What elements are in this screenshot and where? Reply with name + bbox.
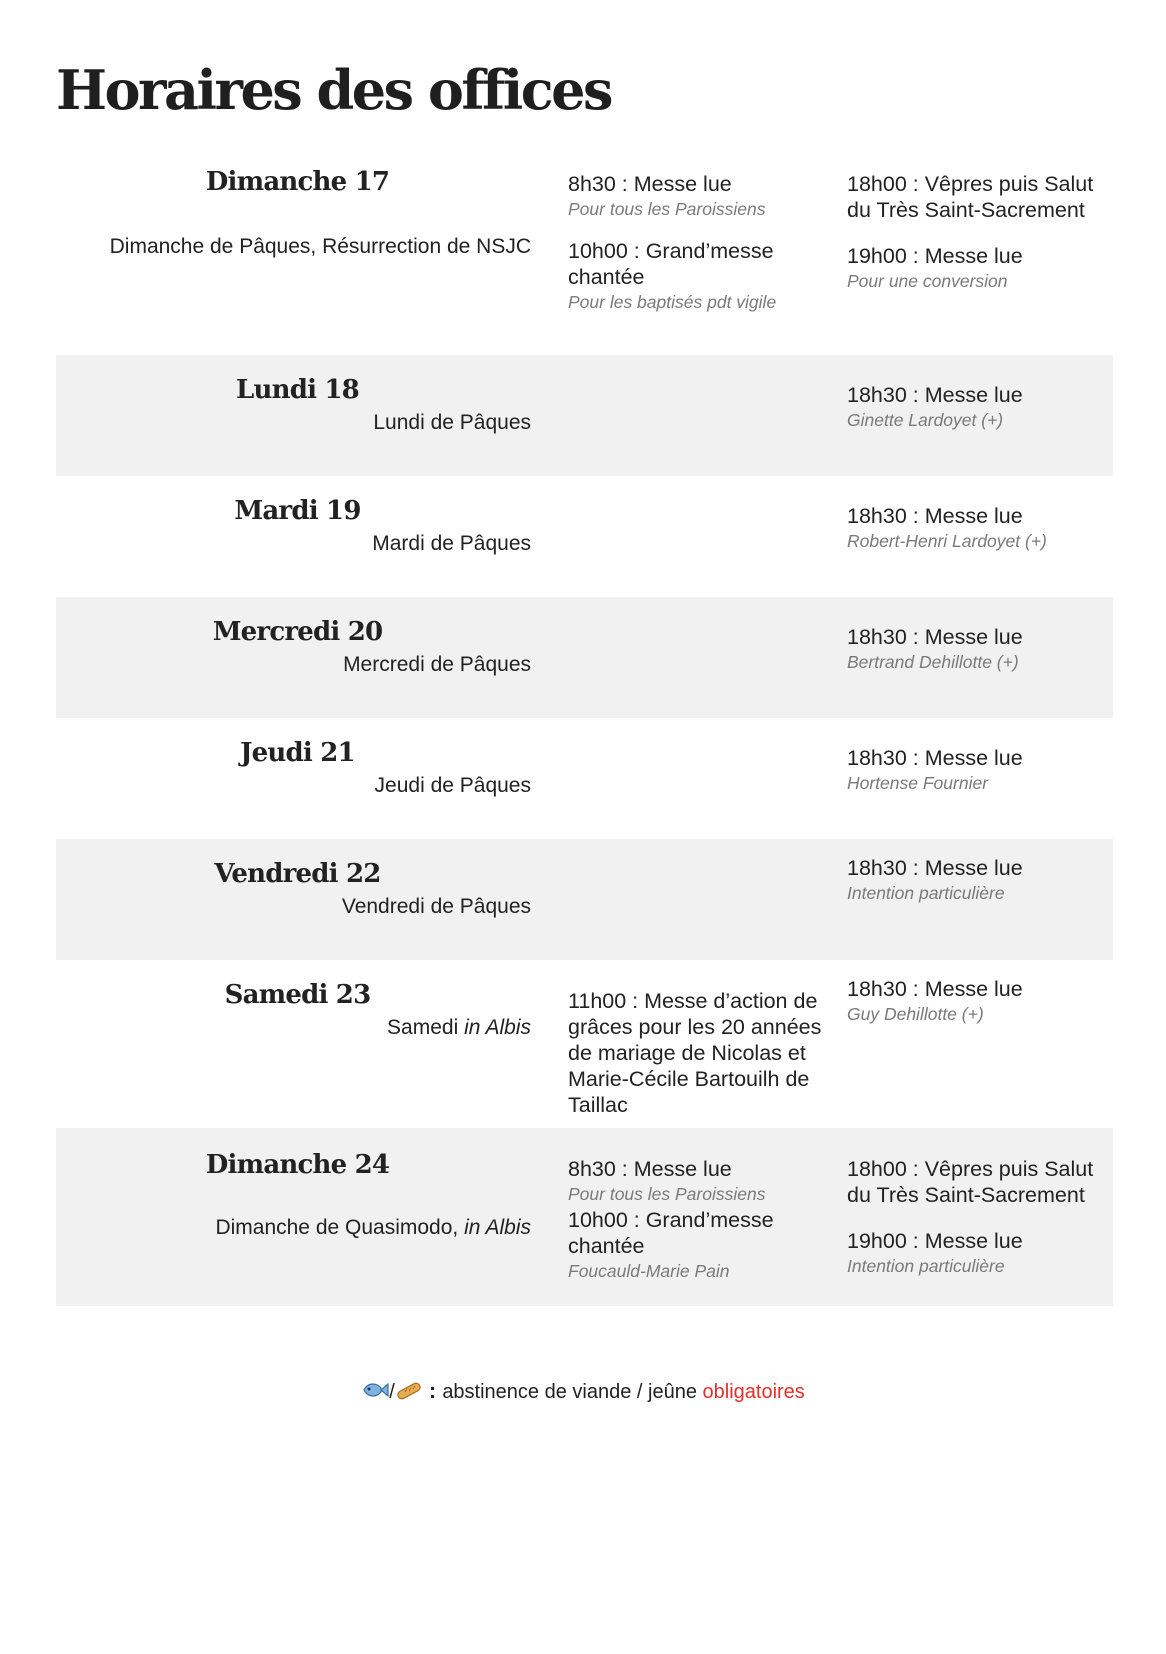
feast-name-part: Vendredi de Pâques — [341, 895, 531, 918]
service-intention: Pour les baptisés pdt vigile — [568, 292, 777, 312]
service-entry — [847, 855, 1109, 906]
day-row — [56, 718, 1113, 839]
services-col-1 — [568, 1156, 823, 1284]
service-intention: Intention particulière — [847, 1256, 1005, 1276]
feast-name — [215, 1216, 531, 1240]
feast-name — [110, 235, 531, 259]
service-time: 19h00 : Messe lue — [847, 244, 1023, 268]
service-intention: Ginette Lardoyet (+) — [847, 410, 1004, 430]
service-time: 18h30 : Messe lue — [847, 746, 1023, 770]
day-row — [56, 960, 1113, 1128]
feast-name-part: Dimanche de Quasimodo, — [215, 1216, 465, 1239]
service-intention: Pour tous les Paroissiens — [568, 1184, 766, 1204]
feast-name-part: Mardi de Pâques — [372, 532, 531, 555]
service-entry — [847, 382, 1109, 433]
day-row — [56, 1128, 1113, 1306]
services-col-2 — [847, 624, 1109, 675]
service-intention: Robert-Henri Lardoyet (+) — [847, 531, 1047, 551]
feast-name — [375, 774, 531, 798]
service-entry — [847, 171, 1109, 223]
service-intention: Hortense Fournier — [847, 773, 989, 793]
service-time: 8h30 : Messe lue — [568, 172, 732, 196]
feast-name — [387, 1016, 531, 1040]
services-col-2 — [847, 976, 1109, 1027]
feast-name-part: Samedi — [387, 1016, 465, 1039]
services-col-2 — [847, 855, 1109, 906]
service-time: 18h30 : Messe lue — [847, 504, 1023, 528]
service-time: 18h00 : Vêpres puis Salut du Très Saint-Sacrement — [847, 1157, 1094, 1207]
page-title: Horaires des offices — [56, 58, 611, 122]
feast-name — [372, 532, 531, 556]
services-col-2 — [847, 503, 1109, 554]
service-entry — [568, 1156, 823, 1207]
service-intention: Pour une conversion — [847, 271, 1008, 291]
feast-name — [343, 653, 531, 677]
legend-highlight: obligatoires — [702, 1381, 805, 1403]
legend-separator: / — [389, 1381, 395, 1403]
feast-name-part: in Albis — [464, 1016, 531, 1039]
service-entry — [847, 624, 1109, 675]
day-name: Dimanche 17 — [205, 167, 390, 197]
service-entry — [568, 238, 823, 315]
day-row — [56, 839, 1113, 960]
day-name: Mardi 19 — [234, 496, 361, 526]
service-time: 18h30 : Messe lue — [847, 625, 1023, 649]
service-entry — [568, 171, 823, 222]
service-entry — [847, 745, 1109, 796]
legend-text: abstinence de viande / jeûne — [442, 1381, 703, 1403]
day-name: Mercredi 20 — [212, 617, 383, 647]
service-time: 10h00 : Grand’messe chantée — [568, 239, 774, 289]
services-col-1 — [568, 171, 823, 315]
feast-name-part: Dimanche de Pâques, Résurrection de NSJC — [109, 235, 531, 258]
feast-name-part: Lundi de Pâques — [373, 411, 531, 434]
day-row — [56, 355, 1113, 476]
day-row — [56, 163, 1113, 355]
feast-name-part: Mercredi de Pâques — [343, 653, 531, 676]
legend-colon: : — [422, 1378, 443, 1403]
day-name: Jeudi 21 — [240, 738, 355, 768]
service-intention: Bertrand Dehillotte (+) — [847, 652, 1019, 672]
service-time: 11h00 : Messe d’action de grâces pour les 20 années de mariage de Nicolas et Marie-Cécile Bartouilh de Taillac — [568, 989, 822, 1117]
legend — [0, 1378, 1166, 1407]
schedule-table — [56, 163, 1113, 1306]
service-entry — [847, 976, 1109, 1027]
day-name: Samedi 23 — [224, 980, 371, 1010]
service-time: 19h00 : Messe lue — [847, 1229, 1023, 1253]
day-row — [56, 476, 1113, 597]
services-col-1 — [568, 988, 823, 1118]
feast-name — [342, 895, 531, 919]
service-intention: Intention particulière — [847, 883, 1005, 903]
day-row — [56, 597, 1113, 718]
service-time: 18h00 : Vêpres puis Salut du Très Saint-Sacrement — [847, 172, 1094, 222]
services-col-2 — [847, 171, 1109, 294]
service-intention: Pour tous les Paroissiens — [568, 199, 766, 219]
service-entry — [847, 1228, 1109, 1279]
feast-name-part: Jeudi de Pâques — [374, 774, 531, 797]
fish-icon — [361, 1379, 389, 1407]
day-name: Dimanche 24 — [205, 1150, 390, 1180]
service-time: 18h30 : Messe lue — [847, 383, 1023, 407]
service-time: 10h00 : Grand’messe chantée — [568, 1208, 774, 1258]
feast-name — [373, 411, 531, 435]
service-intention: Foucauld-Marie Pain — [568, 1261, 730, 1281]
service-time: 18h30 : Messe lue — [847, 977, 1023, 1001]
services-col-2 — [847, 745, 1109, 796]
service-intention: Guy Dehillotte (+) — [847, 1004, 984, 1024]
service-entry — [847, 1156, 1109, 1208]
feast-name-part: in Albis — [464, 1216, 531, 1239]
service-time: 18h30 : Messe lue — [847, 856, 1023, 880]
bread-icon — [395, 1379, 423, 1407]
services-col-2 — [847, 1156, 1109, 1279]
service-entry — [568, 988, 823, 1118]
day-name: Vendredi 22 — [214, 859, 381, 889]
service-entry — [847, 503, 1109, 554]
service-entry — [568, 1207, 823, 1284]
services-col-2 — [847, 382, 1109, 433]
service-time: 8h30 : Messe lue — [568, 1157, 732, 1181]
day-name: Lundi 18 — [236, 375, 359, 405]
service-entry — [847, 243, 1109, 294]
